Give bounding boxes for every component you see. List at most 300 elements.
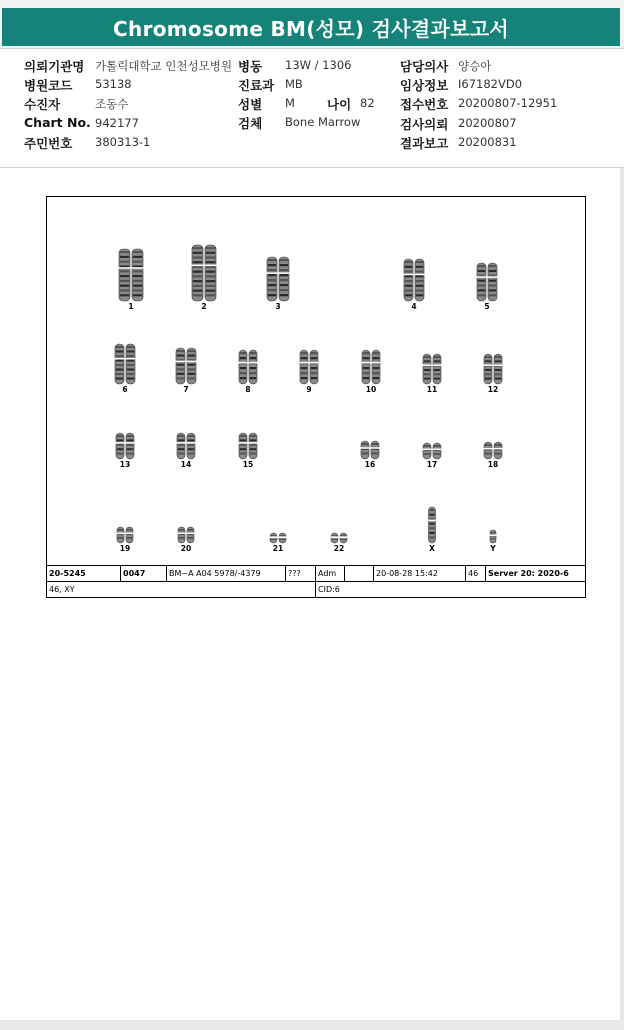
chromosome-label: 19 (119, 544, 131, 553)
chromosome-band (495, 453, 501, 455)
chromosome-band (250, 367, 256, 369)
centromere (187, 533, 195, 535)
chromosome-label: 4 (411, 302, 417, 311)
cell-id: CID:6 (318, 585, 340, 594)
chromosome-band (193, 247, 202, 249)
patient-label: 수진자 (24, 97, 61, 112)
chromosome-band (188, 364, 195, 366)
chromosome-band (341, 535, 346, 536)
report-date-label: 결과보고 (400, 136, 449, 151)
table-cell: BM~A A04 5978/-4379 (167, 566, 286, 581)
centromere (205, 265, 217, 267)
chromosome-band (188, 453, 194, 455)
chromosome-band (416, 285, 423, 287)
chromosome-band (206, 275, 215, 277)
chromosome-band (133, 294, 142, 296)
karyotype-table-row-1 (47, 565, 585, 581)
chromosome-band (280, 259, 288, 261)
chromosome-label: 9 (306, 385, 312, 394)
chromosome-band (116, 364, 123, 366)
sex-label: 성별 (238, 97, 263, 112)
chromosome-band (434, 378, 440, 380)
chromosome-pair-1 (119, 249, 144, 311)
chromosome-band (478, 284, 485, 286)
chromosome-band (193, 294, 202, 296)
chromosome-band (206, 256, 215, 258)
chromosome-band (485, 378, 491, 380)
centromere (331, 537, 339, 539)
chromosome-band (311, 377, 317, 379)
chromosome-band (188, 537, 193, 539)
id-no-label: 주민번호 (24, 136, 73, 151)
centromere (484, 365, 493, 367)
chromosome-pair-12 (484, 354, 503, 394)
karyogram-svg (47, 197, 585, 565)
chromosome-band (116, 378, 123, 380)
chromosome-band (341, 539, 346, 540)
chromosome-pair-19 (117, 527, 134, 553)
centromere (126, 533, 134, 535)
chart-no-value: 942177 (95, 116, 139, 130)
chromosome-band (478, 280, 485, 282)
chromosome-band (268, 279, 276, 281)
chromosome-label: 15 (242, 460, 254, 469)
chromosome-band (117, 444, 123, 446)
table-cell: 20-08-28 15:42 (374, 566, 466, 581)
chromosome-band (280, 539, 285, 540)
chromosome-band (120, 280, 129, 282)
chromosome-band (311, 372, 317, 374)
chromosome-band (240, 444, 246, 446)
centromere (428, 520, 436, 522)
chromosome-band (116, 373, 123, 375)
table-cell: 46 (466, 566, 486, 581)
chromosome-band (405, 275, 412, 277)
chromosome-band (416, 294, 423, 296)
chromosome-band (280, 284, 288, 286)
ward-value: 13W / 1306 (285, 58, 352, 72)
centromere (279, 537, 287, 539)
chromosome-pair-17 (423, 443, 442, 469)
chromosome-band (405, 285, 412, 287)
chromosome-pair-18 (484, 442, 503, 469)
chromosome-band (424, 373, 430, 375)
chromosome-band (434, 360, 440, 362)
centromere (361, 447, 370, 449)
chromosome (490, 530, 496, 543)
chromosome-band (206, 266, 215, 268)
chromosome-band (405, 266, 412, 268)
chromosome-band (193, 256, 202, 258)
chromosome-band (117, 439, 123, 441)
chromosome-pair-13 (116, 433, 135, 469)
chromosome-band (301, 367, 307, 369)
chromosome-band (177, 373, 184, 375)
chromosome-band (268, 289, 276, 291)
chromosome-band (495, 444, 501, 446)
chromosome-band (206, 280, 215, 282)
chromosome-band (188, 373, 195, 375)
chromosome-band (127, 529, 132, 531)
table-cell (345, 566, 374, 581)
chromosome-band (120, 270, 129, 272)
chromosome-band (311, 352, 317, 354)
karyotype-image (46, 196, 586, 598)
chromosome-band (133, 270, 142, 272)
chromosome-label: 3 (275, 302, 281, 311)
chromosome-band (240, 357, 246, 359)
clinical-info-value: I67182VD0 (458, 77, 523, 91)
chromosome-band (206, 261, 215, 263)
chromosome-pair-15 (239, 433, 258, 469)
chromosome-band (250, 453, 256, 455)
chromosome-band (373, 377, 379, 379)
centromere (178, 533, 186, 535)
centromere (177, 442, 186, 444)
chromosome-band (280, 274, 288, 276)
chromosome-band (206, 271, 215, 273)
chromosome-band (250, 372, 256, 374)
chromosome-label: 20 (180, 544, 192, 553)
chromosome-band (424, 369, 430, 371)
chromosome-band (271, 535, 276, 536)
chromosome-band (206, 252, 215, 254)
chromosome-band (301, 377, 307, 379)
chromosome-band (495, 356, 501, 358)
chromosome-band (280, 279, 288, 281)
chromosome-band (118, 529, 123, 531)
chromosome-band (311, 357, 317, 359)
chromosome-band (120, 256, 129, 258)
centromere (423, 449, 432, 451)
chromosome-band (489, 289, 496, 291)
chromosome-pair-5 (477, 263, 498, 311)
table-cell: 20-5245 (47, 566, 121, 581)
centromere (423, 365, 432, 367)
chromosome-band (120, 294, 129, 296)
chromosome-band (362, 443, 368, 445)
chromosome-band (177, 364, 184, 366)
chromosome-band (332, 539, 337, 540)
chromosome-band (485, 369, 491, 371)
chromosome-band (240, 435, 246, 437)
hospital-code-value: 53138 (95, 77, 132, 91)
chromosome-band (363, 357, 369, 359)
chromosome-band (268, 274, 276, 276)
report-date-value: 20200831 (458, 135, 517, 149)
chromosome-band (434, 445, 440, 447)
chromosome-band (127, 351, 134, 353)
chromosome-band (363, 372, 369, 374)
chromosome-band (280, 264, 288, 266)
centromere (415, 274, 425, 276)
ward-label: 병동 (238, 59, 263, 74)
chromosome-band (489, 280, 496, 282)
chromosome-band (127, 360, 134, 362)
chromosome-band (120, 289, 129, 291)
hospital-code-label: 병원코드 (24, 78, 73, 93)
chromosome-band (117, 453, 123, 455)
chromosome-band (250, 352, 256, 354)
chromosome-band (120, 285, 129, 287)
chromosome-band (179, 537, 184, 539)
chromosome-label: 12 (487, 385, 499, 394)
chromosome-band (240, 352, 246, 354)
karyotype-table-row-2 (47, 581, 585, 597)
chromosome-band (116, 351, 123, 353)
chromosome-band (434, 369, 440, 371)
centromere (300, 362, 309, 364)
chromosome-band (434, 453, 440, 455)
chromosome-band (120, 251, 129, 253)
chromosome-band (127, 453, 133, 455)
centromere (115, 358, 125, 360)
chromosome-band (280, 535, 285, 536)
centromere (117, 533, 125, 535)
chromosome-band (178, 439, 184, 441)
chromosome-label: 22 (333, 544, 345, 553)
chromosome-band (429, 536, 434, 538)
centromere (132, 267, 144, 269)
chromosome-band (373, 372, 379, 374)
centromere (433, 449, 442, 451)
chromosome-band (193, 266, 202, 268)
chromosome-pair-X (428, 507, 436, 553)
chromosome-band (416, 266, 423, 268)
chromosome-label: 2 (201, 302, 207, 311)
table-cell: Server 20: 2020-6 (488, 569, 569, 578)
chromosome-band (193, 261, 202, 263)
chromosome-band (177, 355, 184, 357)
chromosome-pair-3 (267, 257, 290, 311)
centromere (494, 365, 503, 367)
centromere (119, 267, 131, 269)
chromosome-band (240, 448, 246, 450)
chromosome-band (372, 452, 378, 454)
chromosome-band (120, 275, 129, 277)
chromosome-label: Y (490, 544, 496, 553)
chromosome-band (127, 435, 133, 437)
request-institution-value: 가톨릭대학교 인천성모병원 (95, 59, 232, 73)
centromere (340, 537, 348, 539)
chromosome-band (268, 284, 276, 286)
report-title (2, 8, 620, 46)
chromosome-pair-7 (176, 348, 197, 394)
chromosome-band (133, 275, 142, 277)
chromosome-band (363, 352, 369, 354)
chromosome-band (188, 435, 194, 437)
chromosome-band (133, 251, 142, 253)
chromosome-band (250, 377, 256, 379)
chromosome-label: 17 (426, 460, 438, 469)
chromosome-band (405, 294, 412, 296)
chromosome-band (491, 538, 495, 539)
chromosome-label: 16 (364, 460, 376, 469)
receipt-no-label: 접수번호 (400, 97, 449, 112)
chromosome-band (485, 360, 491, 362)
chromosome-band (127, 364, 134, 366)
chromosome-band (363, 367, 369, 369)
request-institution-label: 의뢰기관명 (24, 59, 85, 74)
page-footer-strip (0, 1020, 624, 1030)
chromosome-band (178, 453, 184, 455)
chromosome-band (373, 357, 379, 359)
chromosome-band (424, 378, 430, 380)
chromosome-pair-14 (177, 433, 196, 469)
chromosome-label: 6 (122, 385, 128, 394)
chromosome-band (188, 529, 193, 531)
chromosome-band (268, 264, 276, 266)
department-value: MB (285, 77, 303, 91)
chromosome-band (416, 271, 423, 273)
chromosome-label: 1 (128, 302, 134, 311)
chromosome-band (416, 275, 423, 277)
centromere (126, 442, 135, 444)
chromosome-band (405, 290, 412, 292)
chromosome-band (301, 352, 307, 354)
chromosome-band (489, 294, 496, 296)
chromosome-band (485, 356, 491, 358)
chromosome-band (489, 270, 496, 272)
centromere (310, 362, 319, 364)
centromere (433, 365, 442, 367)
chromosome-label: 11 (426, 385, 438, 394)
centromere (249, 362, 258, 364)
chromosome-label: 14 (180, 460, 192, 469)
chromosome-band (240, 367, 246, 369)
chromosome-band (127, 444, 133, 446)
chromosome-band (177, 368, 184, 370)
chromosome-band (127, 355, 134, 357)
id-no-value: 380313-1 (95, 135, 151, 149)
chromosome-band (250, 448, 256, 450)
chromosome-band (478, 289, 485, 291)
chromosome-pair-4 (404, 259, 425, 311)
chromosome-band (424, 453, 430, 455)
chromosome-band (429, 509, 434, 511)
chromosome-band (193, 290, 202, 292)
chromosome-band (177, 350, 184, 352)
chromosome-band (118, 537, 123, 539)
chart-no-label: Chart No. (24, 115, 91, 130)
patient-info-panel (0, 48, 624, 168)
doctor-label: 담당의사 (400, 59, 449, 74)
chromosome-band (301, 357, 307, 359)
chromosome-band (133, 289, 142, 291)
chromosome-band (372, 443, 378, 445)
department-label: 진료과 (238, 78, 275, 93)
scrollbar-track[interactable] (620, 168, 624, 1020)
centromere (187, 361, 197, 363)
chromosome-band (206, 294, 215, 296)
report-title-text: Chromosome BM(성모) 검사결과보고서 (113, 16, 509, 41)
chromosome-band (495, 373, 501, 375)
centromere (239, 362, 248, 364)
chromosome-band (188, 350, 195, 352)
chromosome-band (240, 372, 246, 374)
chromosome-band (240, 439, 246, 441)
centromere (484, 448, 493, 450)
specimen-value: Bone Marrow (285, 115, 361, 129)
chromosome-band (178, 435, 184, 437)
chromosome-pair-2 (192, 245, 217, 311)
chromosome-pair-10 (362, 350, 381, 394)
chromosome-band (188, 444, 194, 446)
chromosome-band (373, 367, 379, 369)
chromosome-pair-20 (178, 527, 195, 553)
chromosome-band (311, 367, 317, 369)
chromosome-band (405, 261, 412, 263)
chromosome-band (268, 294, 276, 296)
chromosome-label: 8 (245, 385, 251, 394)
centromere (249, 442, 258, 444)
chromosome-band (495, 369, 501, 371)
chromosome-band (280, 289, 288, 291)
chromosome-label: 7 (183, 385, 189, 394)
chromosome-band (363, 377, 369, 379)
chromosome-band (489, 265, 496, 267)
chromosome-pair-22 (331, 533, 348, 553)
centromere (192, 265, 204, 267)
chromosome-band (206, 285, 215, 287)
chromosome-band (188, 439, 194, 441)
chromosome-pair-21 (270, 533, 287, 553)
chromosome-band (178, 448, 184, 450)
centromere (362, 362, 371, 364)
chromosome-band (206, 247, 215, 249)
clinical-info-label: 임상정보 (400, 78, 449, 93)
chromosome-band (250, 435, 256, 437)
chromosome-band (424, 360, 430, 362)
chromosome-band (133, 280, 142, 282)
centromere (270, 537, 278, 539)
chromosome-band (478, 294, 485, 296)
chromosome-band (424, 445, 430, 447)
chromosome-band (117, 435, 123, 437)
chromosome-band (177, 377, 184, 379)
request-date-label: 검사의뢰 (400, 117, 449, 132)
age-value: 82 (360, 96, 375, 110)
chromosome-band (188, 368, 195, 370)
chromosome-label: 18 (487, 460, 499, 469)
chromosome-band (193, 252, 202, 254)
chromosome-band (127, 346, 134, 348)
chromosome-band (116, 346, 123, 348)
chromosome-band (489, 284, 496, 286)
centromere (187, 442, 196, 444)
chromosome-band (416, 261, 423, 263)
centromere (279, 272, 290, 274)
table-cell: Adm (316, 566, 345, 581)
age-label: 나이 (327, 97, 352, 112)
chromosome-band (193, 280, 202, 282)
chromosome-label: 13 (119, 460, 131, 469)
centromere (176, 361, 186, 363)
chromosome-band (424, 356, 430, 358)
centromere (477, 276, 487, 278)
chromosome-band (179, 529, 184, 531)
chromosome-band (178, 444, 184, 446)
chromosome-band (116, 355, 123, 357)
centromere (239, 442, 248, 444)
chromosome-band (271, 539, 276, 540)
chromosome-band (485, 453, 491, 455)
chromosome-band (301, 372, 307, 374)
chromosome-band (193, 271, 202, 273)
chromosome-band (485, 373, 491, 375)
chromosome-band (116, 360, 123, 362)
chromosome-band (116, 369, 123, 371)
